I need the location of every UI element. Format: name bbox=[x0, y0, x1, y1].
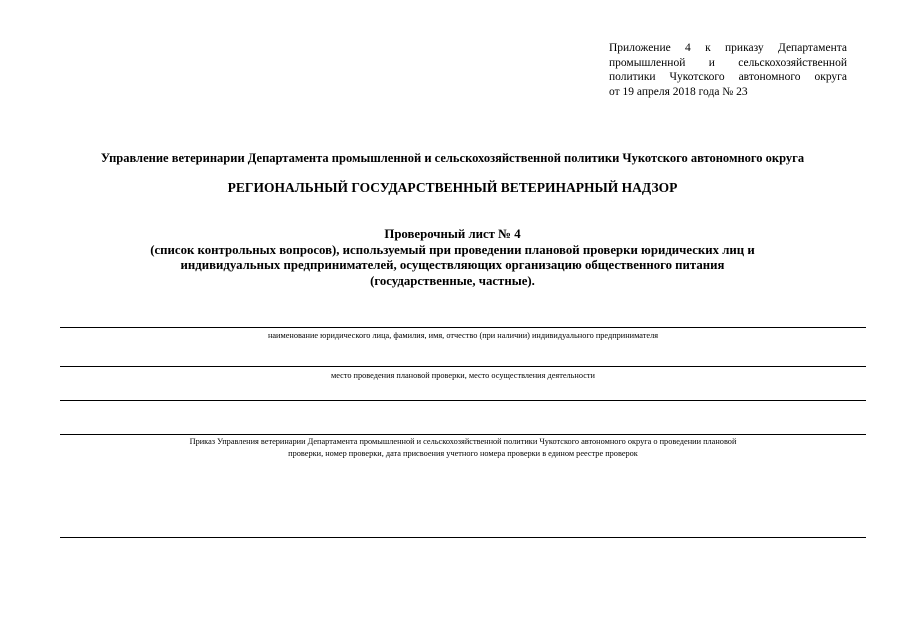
order-line[interactable] bbox=[60, 434, 866, 435]
order-caption-line: проверки, номер проверки, дата присвоения учетного номера проверки в едином реестре проверок bbox=[288, 449, 638, 458]
checklist-heading bbox=[0, 227, 905, 289]
inspection-place-line[interactable] bbox=[60, 366, 866, 367]
order-caption bbox=[60, 436, 866, 460]
appendix-line: политики Чукотского автономного округа bbox=[609, 71, 847, 83]
checklist-description-line: (список контрольных вопросов), используемый при проведении плановой проверки юридических лиц и bbox=[150, 242, 755, 257]
checklist-title: Проверочный лист № 4 bbox=[384, 227, 521, 241]
organization-heading: Управление ветеринарии Департамента промышленной и сельскохозяйственной политики Чукотского автономного округа bbox=[100, 151, 805, 165]
appendix-line: промышленной и сельскохозяйственной bbox=[609, 56, 847, 69]
supervision-title: РЕГИОНАЛЬНЫЙ ГОСУДАРСТВЕННЫЙ ВЕТЕРИНАРНЫЙ НАДЗОР bbox=[227, 180, 678, 195]
inspection-place-caption: место проведения плановой проверки, место осуществления деятельности bbox=[331, 371, 595, 380]
order-caption-line: Приказ Управления ветеринарии Департамента промышленной и сельскохозяйственной политики Чукотского автономного округа о проведении плановой bbox=[189, 437, 737, 446]
checklist-description-line: (государственные, частные). bbox=[370, 273, 535, 288]
entity-name-line[interactable] bbox=[60, 327, 866, 328]
checklist-description-line: индивидуальных предпринимателей, осуществляющих организацию общественного питания bbox=[180, 258, 725, 272]
appendix-line: от 19 апреля 2018 года № 23 bbox=[609, 85, 748, 98]
bottom-line[interactable] bbox=[60, 537, 866, 538]
extra-place-line[interactable] bbox=[60, 400, 866, 401]
appendix-line: Приложение 4 к приказу Департамента bbox=[609, 42, 847, 54]
appendix-reference bbox=[609, 41, 847, 99]
entity-name-caption: наименование юридического лица, фамилия, имя, отчество (при наличии) индивидуального предпринимателя bbox=[267, 331, 659, 340]
